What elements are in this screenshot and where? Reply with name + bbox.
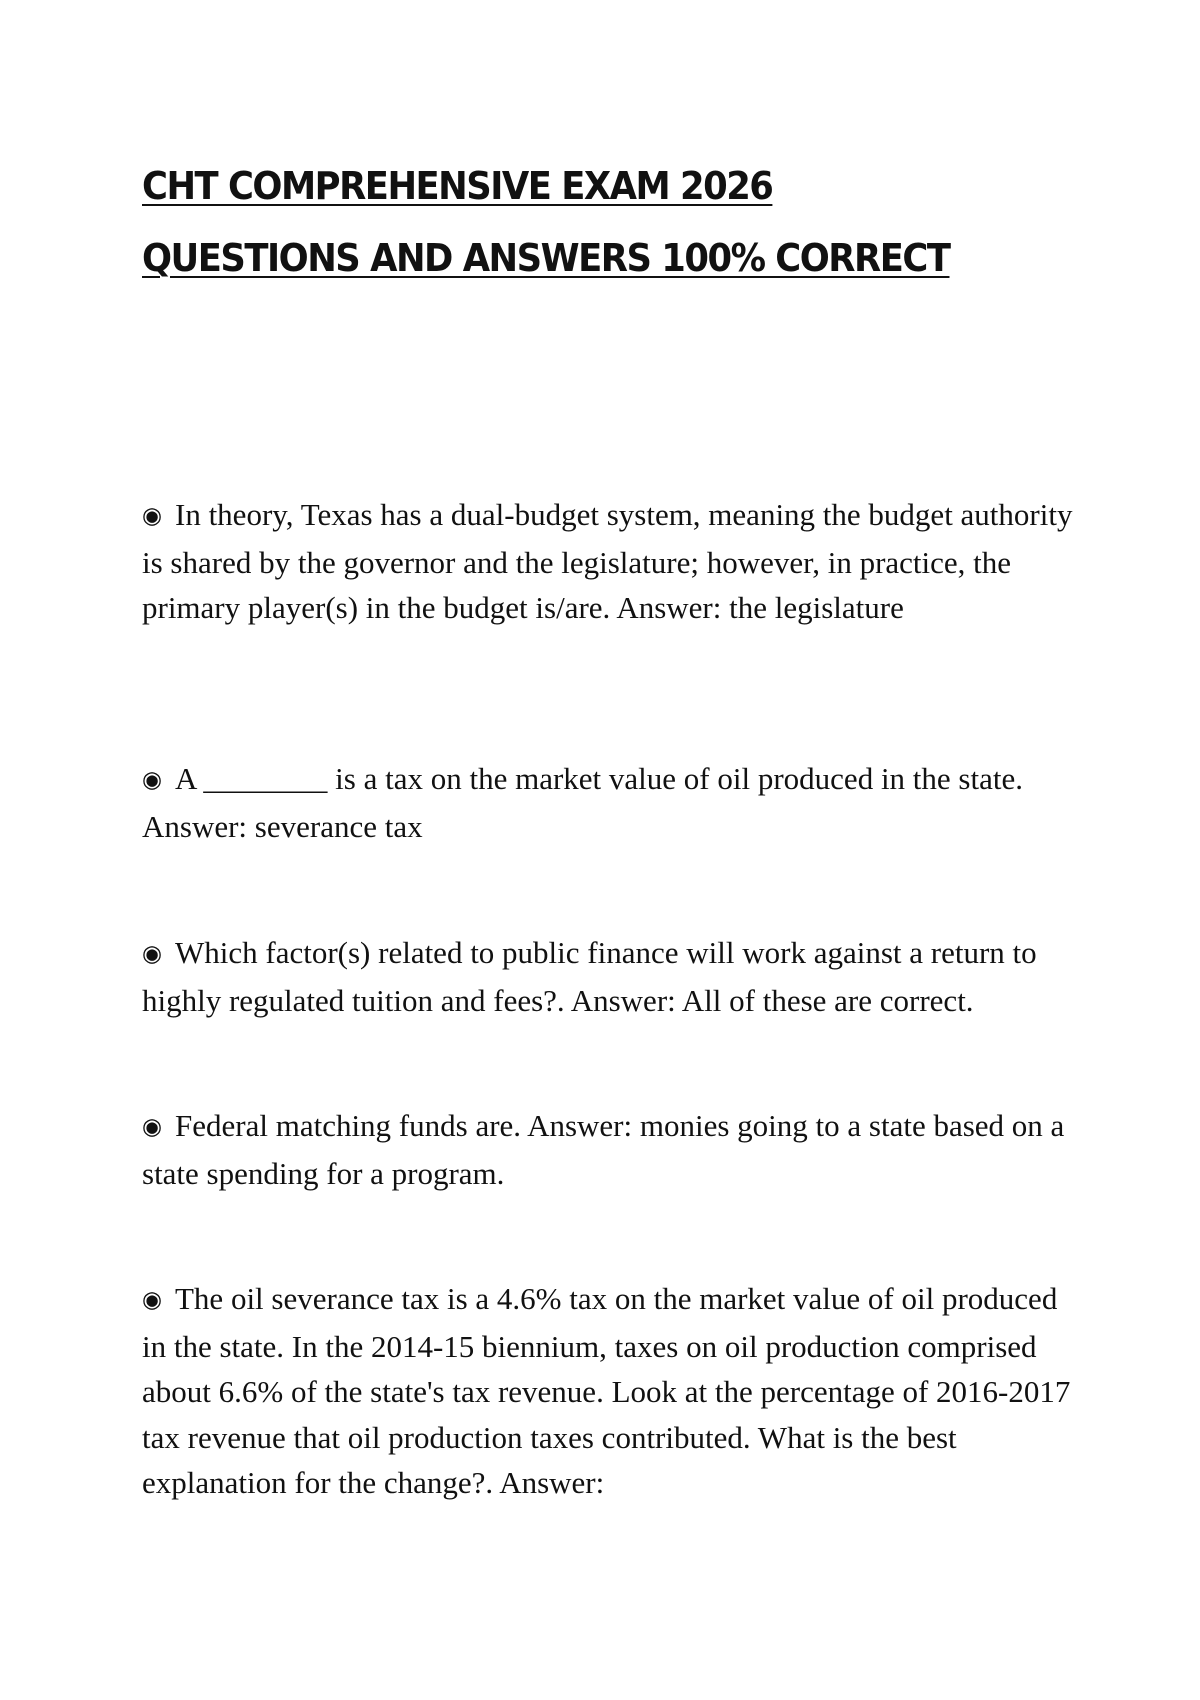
qa-item-3	[142, 930, 1077, 1023]
title-line-1: CHT COMPREHENSIVE EXAM 2026	[142, 164, 773, 208]
radio-bullet-icon: ◉	[142, 767, 163, 793]
qa-item-2	[142, 756, 1077, 849]
page-title	[142, 150, 1102, 294]
radio-bullet-icon: ◉	[142, 941, 163, 967]
qa-item-text: The oil severance tax is a 4.6% tax on the market value of oil produced in the state. In the 2014-15 biennium, taxes on oil production comprised about 6.6% of the state's tax revenue. Look at the percentage of 2016-2017 tax revenue that oil production taxes contributed. What is the best explanation for the change?. Answer:	[142, 1281, 1071, 1500]
title-line-2: QUESTIONS AND ANSWERS 100% CORRECT	[142, 236, 950, 280]
qa-item-text: A ________ is a tax on the market value of oil produced in the state. Answer: severance tax	[142, 761, 1023, 844]
qa-item-5	[142, 1276, 1077, 1506]
radio-bullet-icon: ◉	[142, 1114, 163, 1140]
radio-bullet-icon: ◉	[142, 1287, 163, 1313]
qa-item-text: Which factor(s) related to public finance will work against a return to highly regulated tuition and fees?. Answer: All of these are correct.	[142, 935, 1037, 1018]
qa-item-4	[142, 1103, 1077, 1196]
qa-item-text: Federal matching funds are. Answer: monies going to a state based on a state spending for a program.	[142, 1108, 1065, 1191]
qa-item-text: In theory, Texas has a dual-budget system, meaning the budget authority is shared by the governor and the legislature; however, in practice, the primary player(s) in the budget is/are. Answer: the legislature	[142, 497, 1073, 625]
radio-bullet-icon: ◉	[142, 503, 163, 529]
qa-item-1	[142, 492, 1077, 631]
